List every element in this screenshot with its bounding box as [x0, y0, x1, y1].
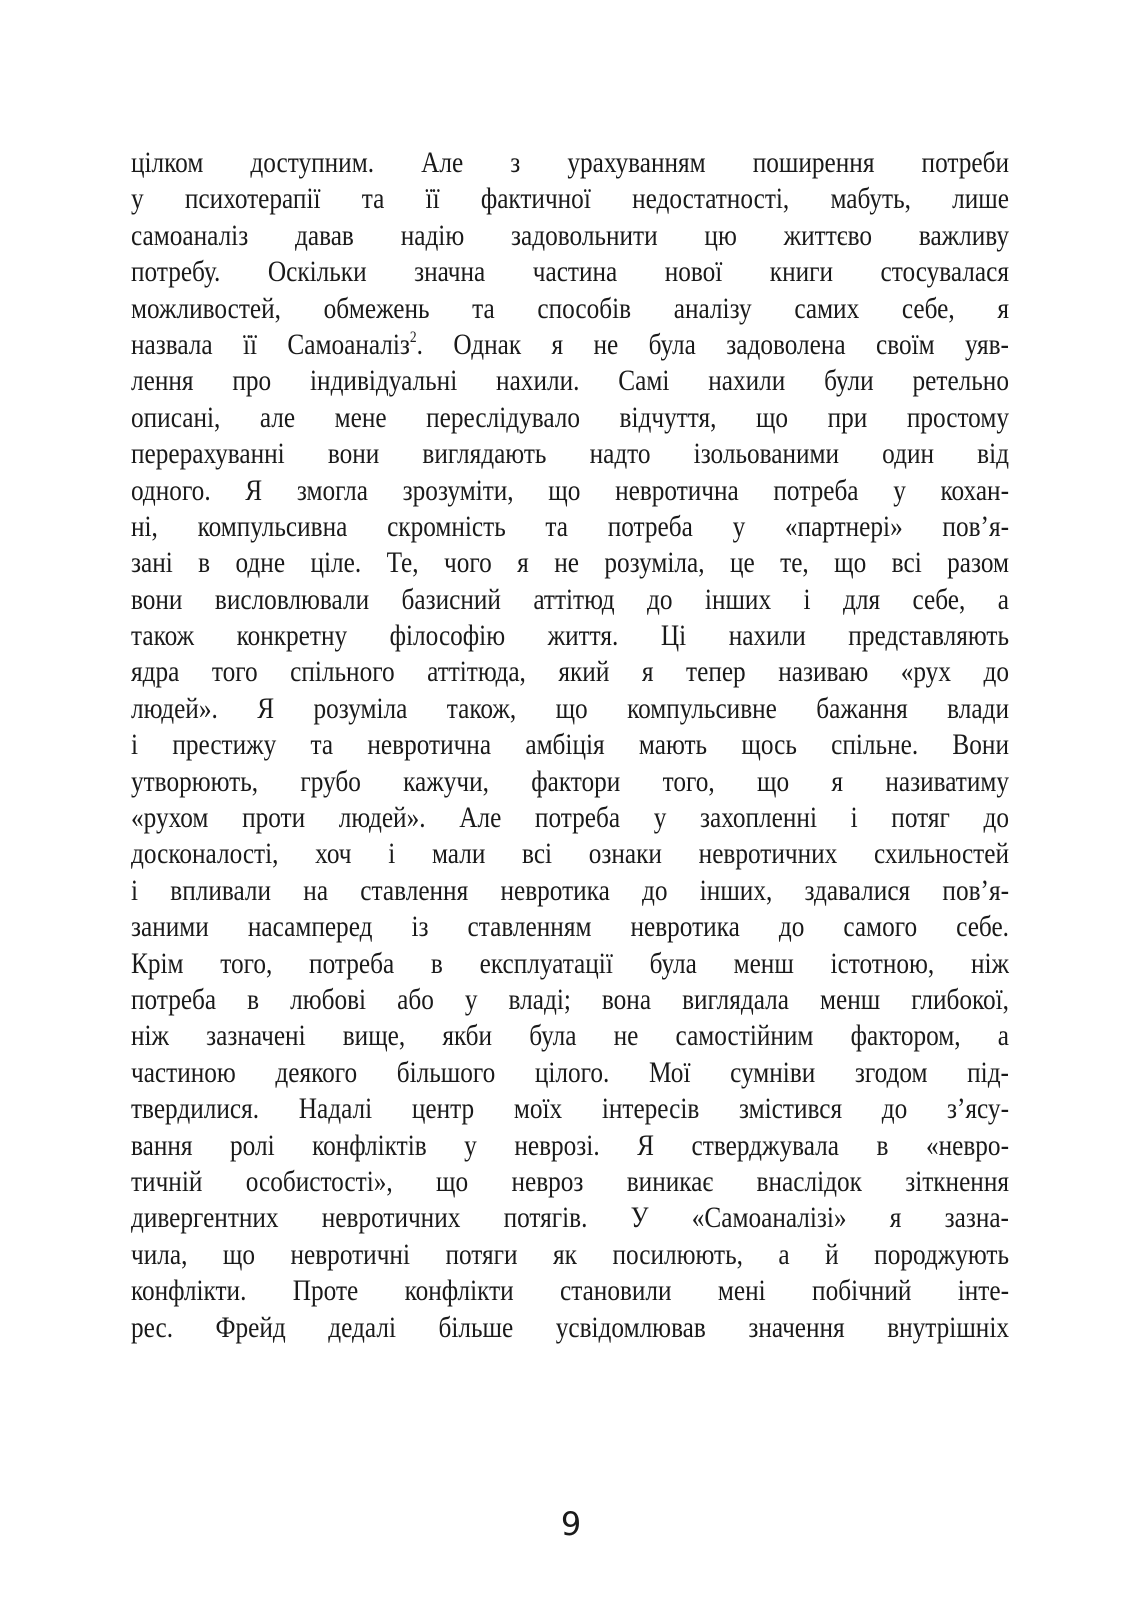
text-line: вання ролі конфліктів у неврозі. Я стверджувала в «невро-: [131, 1128, 1009, 1162]
text-line: твердилися. Надалі центр моїх інтересів змістився до з’ясу-: [131, 1092, 1009, 1126]
text-line: дивергентних невротичних потягів. У «Самоаналізі» я зазна-: [131, 1201, 1009, 1235]
footnote-marker[interactable]: 2: [409, 328, 417, 346]
text-segment: назвала її Самоаналіз: [131, 327, 410, 361]
text-line: лення про індивідуальні нахили. Самі нахили були ретельно: [131, 364, 1009, 398]
text-line: ні, компульсивна скромність та потреба у «партнері» пов’я-: [131, 509, 1009, 543]
text-line: і впливали на ставлення невротика до інших, здавалися пов’я-: [131, 873, 1009, 907]
text-line: зані в одне ціле. Те, чого я не розуміла, це те, що всі разом: [131, 546, 1009, 580]
text-line: і престижу та невротична амбіція мають щось спільне. Вони: [131, 728, 1009, 762]
text-line: чила, що невротичні потяги як посилюють, а й породжують: [131, 1237, 1009, 1271]
text-line: заними насамперед із ставленням невротика до самого себе.: [131, 910, 1009, 944]
text-line: вони висловлювали базисний аттітюд до інших і для себе, а: [131, 582, 1009, 616]
text-line: потребу. Оскільки значна частина нової книги стосувалася: [131, 255, 1009, 289]
text-line: самоаналіз давав надію задовольнити цю життєво важливу: [131, 218, 1009, 252]
text-line-with-footnote: [131, 327, 1009, 363]
body-text: [131, 145, 1009, 1346]
text-line: Крім того, потреба в експлуатації була менш істотною, ніж: [131, 946, 1009, 980]
text-line: ядра того спільного аттітюда, який я тепер називаю «рух до: [131, 655, 1009, 689]
text-line: тичній особистості», що невроз виникає внаслідок зіткнення: [131, 1164, 1009, 1198]
text-line: утворюють, грубо кажучи, фактори того, що я називатиму: [131, 764, 1009, 798]
text-segment: . Однак я не була задоволена своїм уяв-: [416, 327, 1009, 361]
page-number: 9: [560, 1505, 582, 1543]
text-line: ніж зазначені вище, якби була не самостійним фактором, а: [131, 1019, 1009, 1053]
text-line: «рухом проти людей». Але потреба у захопленні і потяг до: [131, 801, 1009, 835]
text-line: у психотерапії та її фактичної недостатності, мабуть, лише: [131, 182, 1009, 216]
text-line: досконалості, хоч і мали всі ознаки невротичних схильностей: [131, 837, 1009, 871]
text-line: рес. Фрейд дедалі більше усвідомлював значення внутрішніх: [131, 1310, 1009, 1344]
text-line: частиною деякого більшого цілого. Мої сумніви згодом під-: [131, 1055, 1009, 1089]
text-line: перерахуванні вони виглядають надто ізольованими один від: [131, 437, 1009, 471]
text-line: також конкретну філософію життя. Ці нахили представляють: [131, 619, 1009, 653]
text-line: конфлікти. Проте конфлікти становили мені побічний інте-: [131, 1274, 1009, 1308]
text-line: потреба в любові або у владі; вона виглядала менш глибокої,: [131, 982, 1009, 1016]
text-line: цілком доступним. Але з урахуванням поширення потреби: [131, 146, 1009, 179]
text-line: людей». Я розуміла також, що компульсивне бажання влади: [131, 691, 1009, 725]
text-line: одного. Я змогла зрозуміти, що невротична потреба у кохан-: [131, 473, 1009, 507]
text-line: можливостей, обмежень та способів аналізу самих себе, я: [131, 291, 1009, 325]
text-line: описані, але мене переслідувало відчуття, що при простому: [131, 400, 1009, 434]
